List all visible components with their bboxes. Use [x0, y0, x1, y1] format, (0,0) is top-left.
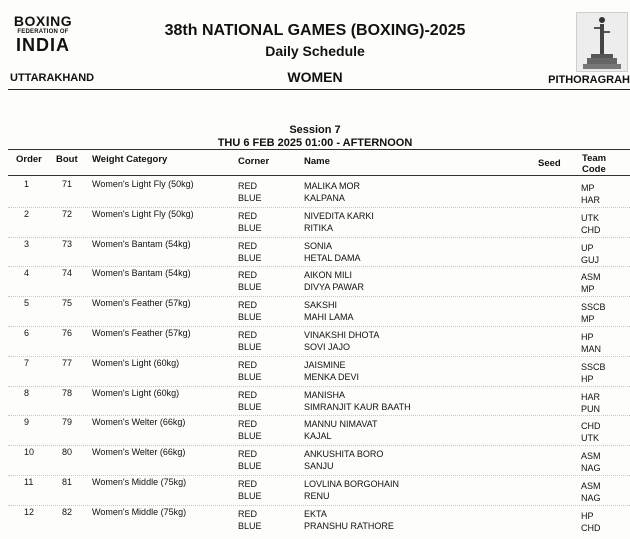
blue-boxer-name: DIVYA PAWAR	[304, 282, 365, 293]
bout-order: 10	[24, 447, 35, 458]
row-divider	[8, 266, 630, 267]
bout-order: 9	[24, 417, 30, 428]
bout-number: 79	[62, 417, 73, 428]
blue-boxer-name: MENKA DEVI	[304, 371, 360, 382]
blue-boxer-name: PRANSHU RATHORE	[304, 520, 394, 531]
blue-team-code: CHD	[581, 224, 601, 235]
blue-corner-label: BLUE	[238, 401, 262, 412]
red-corner-label: RED	[238, 240, 258, 251]
red-boxer-name: LOVLINA BORGOHAIN	[304, 479, 400, 489]
weight-category: Women's Middle (75kg)	[92, 477, 187, 487]
red-team-code: UP	[581, 242, 594, 253]
red-boxer-name: ANKUSHITA BORO	[304, 449, 384, 460]
blue-team-code: MP	[581, 284, 595, 295]
red-team-code: ASM	[581, 481, 601, 491]
blue-team-code: NAG	[581, 463, 601, 474]
red-team-code: ASM	[581, 272, 601, 283]
red-boxer-name: MANISHA	[304, 389, 346, 400]
table-top-rule	[8, 149, 630, 150]
bout-order: 4	[24, 268, 30, 279]
bout-number: 76	[62, 328, 73, 338]
blue-team-code: PUN	[581, 403, 601, 414]
weight-category: Women's Welter (66kg)	[92, 417, 186, 428]
red-corner-label: RED	[238, 449, 258, 460]
red-boxer-name: NIVEDITA KARKI	[304, 210, 374, 221]
bout-number: 80	[62, 447, 73, 458]
weight-category: Women's Feather (57kg)	[92, 298, 191, 309]
red-team-code: MP	[581, 183, 595, 193]
blue-boxer-name: KALPANA	[304, 193, 345, 203]
blue-boxer-name: MAHI LAMA	[304, 312, 354, 323]
blue-boxer-name: SIMRANJIT KAUR BAATH	[304, 401, 411, 412]
blue-boxer-name: KAJAL	[304, 431, 332, 442]
bout-number: 75	[62, 298, 73, 309]
blue-team-code: GUJ	[581, 254, 599, 265]
bout-number: 81	[62, 477, 73, 487]
bout-order: 12	[24, 506, 35, 517]
row-divider	[8, 505, 630, 506]
red-corner-label: RED	[238, 330, 258, 340]
row-divider	[8, 207, 630, 208]
red-corner-label: RED	[238, 479, 258, 489]
red-boxer-name: JAISMINE	[304, 359, 346, 370]
blue-team-code: CHD	[581, 522, 601, 533]
blue-corner-label: BLUE	[238, 282, 262, 293]
row-divider	[8, 386, 630, 387]
red-team-code: HAR	[581, 391, 601, 402]
bout-order: 3	[24, 238, 30, 249]
red-boxer-name: EKTA	[304, 508, 327, 519]
red-boxer-name: MANNU NIMAVAT	[304, 419, 378, 430]
blue-corner-label: BLUE	[238, 491, 262, 501]
category-heading: WOMEN	[287, 69, 343, 85]
col-header-seed: Seed	[538, 158, 561, 169]
bout-number: 74	[62, 268, 73, 279]
col-header-corner: Corner	[238, 156, 270, 167]
red-corner-label: RED	[238, 181, 258, 191]
blue-corner-label: BLUE	[238, 520, 262, 531]
games-emblem-icon	[576, 12, 628, 72]
red-corner-label: RED	[238, 508, 258, 519]
col-header-order: Order	[16, 154, 42, 165]
blue-boxer-name: RITIKA	[304, 222, 334, 233]
red-team-code: UTK	[581, 212, 599, 223]
bout-number: 77	[62, 357, 73, 368]
blue-boxer-name: RENU	[304, 491, 330, 501]
weight-category: Women's Light Fly (50kg)	[92, 208, 194, 219]
blue-corner-label: BLUE	[238, 193, 262, 203]
blue-corner-label: BLUE	[238, 312, 262, 323]
document-title: 38th NATIONAL GAMES (BOXING)-2025	[164, 22, 466, 39]
blue-team-code: NAG	[581, 493, 601, 503]
blue-team-code: UTK	[581, 433, 599, 444]
bout-order: 7	[24, 357, 30, 368]
weight-category: Women's Middle (75kg)	[92, 506, 187, 517]
logo-line-3: INDIA	[16, 35, 70, 55]
bout-number: 82	[62, 506, 73, 517]
blue-boxer-name: SOVI JAJO	[304, 342, 351, 352]
row-divider	[8, 237, 630, 238]
weight-category: Women's Bantam (54kg)	[92, 238, 191, 249]
red-corner-label: RED	[238, 359, 258, 370]
blue-boxer-name: HETAL DAMA	[304, 252, 361, 263]
bout-order: 5	[24, 298, 30, 309]
logo-line-2: FEDERATION OF	[17, 29, 69, 35]
bout-order: 8	[24, 387, 30, 398]
bout-order: 2	[24, 208, 30, 219]
logo-line-1: BOXING	[13, 13, 73, 29]
bout-order: 1	[24, 179, 30, 189]
weight-category: Women's Bantam (54kg)	[92, 268, 191, 279]
blue-corner-label: BLUE	[238, 222, 262, 233]
weight-category: Women's Light (60kg)	[92, 357, 180, 368]
blue-corner-label: BLUE	[238, 342, 262, 352]
bout-number: 73	[62, 238, 73, 249]
red-team-code: SSCB	[581, 302, 606, 313]
row-divider	[8, 326, 630, 327]
red-boxer-name: VINAKSHI DHOTA	[304, 330, 380, 340]
red-team-code: CHD	[581, 421, 601, 432]
session-datetime: THU 6 FEB 2025 01:00 - AFTERNOON	[217, 137, 413, 149]
red-corner-label: RED	[238, 270, 258, 281]
col-header-name: Name	[304, 156, 330, 167]
weight-category: Women's Welter (66kg)	[92, 447, 186, 458]
bout-number: 72	[62, 208, 73, 219]
col-header-weight: Weight Category	[92, 154, 168, 165]
session-name: Session 7	[289, 124, 341, 136]
bout-number: 78	[62, 387, 73, 398]
venue-city: PITHORAGRAH	[548, 74, 630, 86]
red-boxer-name: SAKSHI	[304, 300, 338, 311]
row-divider	[8, 356, 630, 357]
red-boxer-name: AIKON MILI	[304, 270, 353, 281]
col-header-bout: Bout	[56, 154, 78, 165]
row-divider	[8, 445, 630, 446]
red-boxer-name: SONIA	[304, 240, 333, 251]
weight-category: Women's Feather (57kg)	[92, 328, 191, 338]
red-corner-label: RED	[238, 419, 258, 430]
col-header-team-2: Code	[582, 164, 606, 175]
bout-number: 71	[62, 179, 73, 189]
header-divider	[8, 89, 630, 90]
bout-order: 11	[24, 477, 34, 487]
table-header-rule	[8, 175, 630, 176]
blue-corner-label: BLUE	[238, 431, 262, 442]
red-corner-label: RED	[238, 300, 258, 311]
red-boxer-name: MALIKA MOR	[304, 181, 361, 191]
blue-team-code: HP	[581, 373, 594, 384]
blue-corner-label: BLUE	[238, 371, 262, 382]
bout-order: 6	[24, 328, 30, 338]
red-corner-label: RED	[238, 389, 258, 400]
red-team-code: HP	[581, 332, 594, 342]
document-subtitle: Daily Schedule	[265, 43, 365, 59]
blue-corner-label: BLUE	[238, 252, 262, 263]
red-team-code: ASM	[581, 451, 601, 462]
red-corner-label: RED	[238, 210, 258, 221]
blue-team-code: MP	[581, 314, 595, 325]
blue-team-code: MAN	[581, 344, 601, 354]
row-divider	[8, 296, 630, 297]
row-divider	[8, 475, 630, 476]
weight-category: Women's Light Fly (50kg)	[92, 179, 194, 189]
weight-category: Women's Light (60kg)	[92, 387, 180, 398]
blue-team-code: HAR	[581, 195, 601, 205]
col-header-team-1: Team	[582, 153, 607, 164]
blue-boxer-name: SANJU	[304, 461, 334, 472]
red-team-code: SSCB	[581, 361, 606, 372]
red-team-code: HP	[581, 510, 594, 521]
blue-corner-label: BLUE	[238, 461, 262, 472]
venue-state: UTTARAKHAND	[10, 72, 95, 84]
row-divider	[8, 415, 630, 416]
